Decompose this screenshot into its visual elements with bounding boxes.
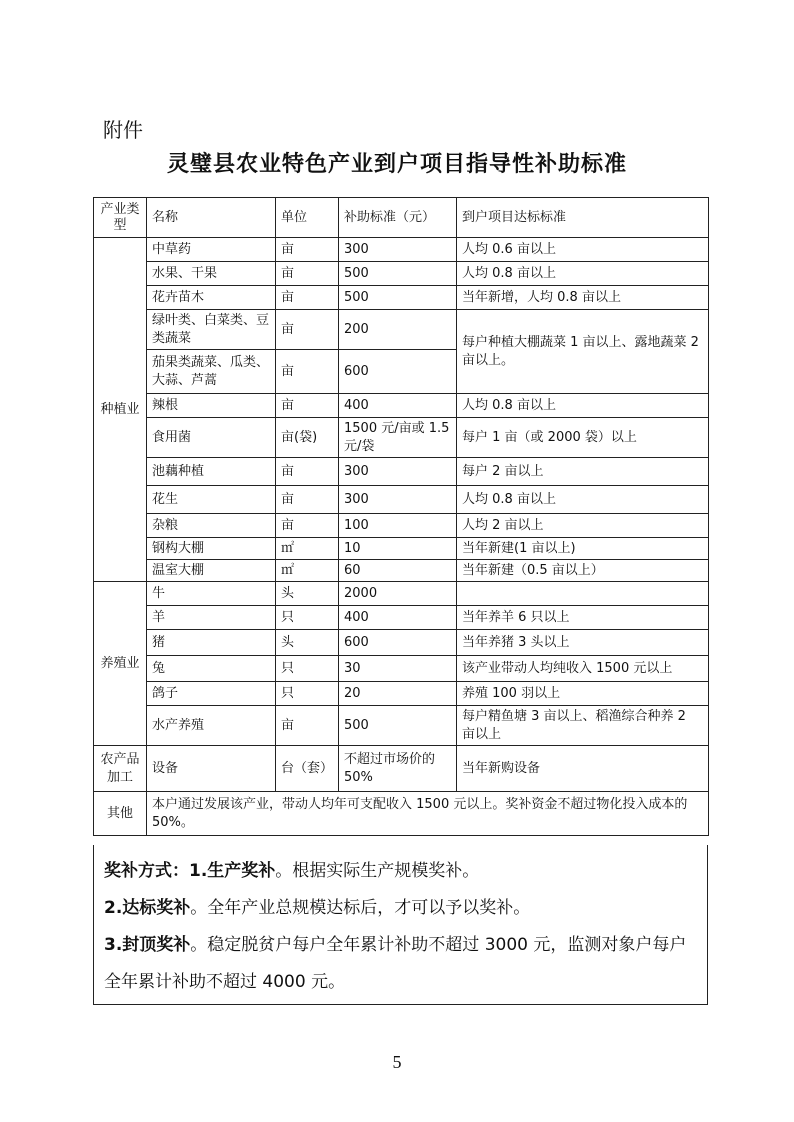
- item-unit: 只: [276, 606, 339, 630]
- table-row: [94, 538, 709, 560]
- item-standard: 当年养猪 3 头以上: [457, 630, 709, 656]
- subsidy-methods: [93, 845, 708, 1005]
- scheme-3-title: 3.封顶奖补: [104, 935, 191, 955]
- item-unit: 台（套）: [276, 746, 339, 792]
- item-name: 茄果类蔬菜、瓜类、大蒜、芦蒿: [147, 350, 276, 394]
- item-standard: 人均 0.6 亩以上: [457, 238, 709, 262]
- item-subsidy: 200: [339, 310, 457, 350]
- item-subsidy: 30: [339, 656, 457, 682]
- item-standard: 当年新建(1 亩以上): [457, 538, 709, 560]
- table-row: [94, 792, 709, 836]
- table-row: [94, 746, 709, 792]
- subsidy-table: [93, 197, 709, 836]
- table-row: [94, 682, 709, 706]
- item-unit: ㎡: [276, 538, 339, 560]
- scheme-line-3: [104, 927, 697, 1001]
- item-subsidy: 60: [339, 560, 457, 582]
- item-name: 钢构大棚: [147, 538, 276, 560]
- category-processing: 农产品加工: [94, 746, 147, 792]
- table-row: [94, 418, 709, 458]
- item-standard: 每户精鱼塘 3 亩以上、稻渔综合种养 2 亩以上: [457, 706, 709, 746]
- page-number: 5: [392, 1052, 402, 1072]
- item-name: 池藕种植: [147, 458, 276, 486]
- table-row: [94, 656, 709, 682]
- scheme-intro: 奖补方式：: [104, 861, 189, 881]
- item-subsidy: 400: [339, 394, 457, 418]
- table-row: [94, 394, 709, 418]
- item-name: 设备: [147, 746, 276, 792]
- item-name: 辣根: [147, 394, 276, 418]
- scheme-1-text: 。根据实际生产规模奖补。: [275, 861, 480, 881]
- item-name: 中草药: [147, 238, 276, 262]
- item-unit: 亩: [276, 238, 339, 262]
- scheme-2-text: 。全年产业总规模达标后，才可以予以奖补。: [190, 898, 531, 918]
- item-standard: 人均 0.8 亩以上: [457, 262, 709, 286]
- item-unit: 只: [276, 656, 339, 682]
- table-row: [94, 514, 709, 538]
- item-standard: 该产业带动人均纯收入 1500 元以上: [457, 656, 709, 682]
- item-standard: 当年新购设备: [457, 746, 709, 792]
- item-standard: 每户 1 亩（或 2000 袋）以上: [457, 418, 709, 458]
- item-unit: 亩: [276, 286, 339, 310]
- item-name: 温室大棚: [147, 560, 276, 582]
- document-title: 灵璧县农业特色产业到户项目指导性补助标准: [166, 152, 627, 177]
- item-standard: 人均 0.8 亩以上: [457, 394, 709, 418]
- item-name: 猪: [147, 630, 276, 656]
- item-name: 牛: [147, 582, 276, 606]
- item-unit: 亩: [276, 262, 339, 286]
- item-subsidy: 600: [339, 630, 457, 656]
- item-subsidy: 400: [339, 606, 457, 630]
- item-standard: [457, 582, 709, 606]
- header-standard: 到户项目达标标准: [457, 198, 709, 238]
- item-unit: 亩(袋): [276, 418, 339, 458]
- table-row: [94, 238, 709, 262]
- item-subsidy: 10: [339, 538, 457, 560]
- item-unit: ㎡: [276, 560, 339, 582]
- table-row: [94, 630, 709, 656]
- header-subsidy: 补助标准（元）: [339, 198, 457, 238]
- item-subsidy: 1500 元/亩或 1.5 元/袋: [339, 418, 457, 458]
- item-unit: 亩: [276, 486, 339, 514]
- item-name: 绿叶类、白菜类、豆类蔬菜: [147, 310, 276, 350]
- item-name: 花生: [147, 486, 276, 514]
- item-subsidy: 2000: [339, 582, 457, 606]
- item-subsidy: 20: [339, 682, 457, 706]
- item-name: 水果、干果: [147, 262, 276, 286]
- table-row: [94, 286, 709, 310]
- item-standard: 每户 2 亩以上: [457, 458, 709, 486]
- item-subsidy: 300: [339, 238, 457, 262]
- table-row: [94, 486, 709, 514]
- header-name: 名称: [147, 198, 276, 238]
- attachment-label: 附件: [103, 118, 143, 142]
- item-name: 兔: [147, 656, 276, 682]
- other-description: 本户通过发展该产业，带动人均年可支配收入 1500 元以上。奖补资金不超过物化投入成本的 50%。: [147, 792, 709, 836]
- table-row: [94, 458, 709, 486]
- scheme-line-1: [104, 853, 697, 890]
- item-subsidy: 300: [339, 458, 457, 486]
- item-name: 羊: [147, 606, 276, 630]
- table-row: [94, 706, 709, 746]
- item-unit: 头: [276, 630, 339, 656]
- item-unit: 亩: [276, 458, 339, 486]
- table-row: [94, 560, 709, 582]
- item-standard: 每户种植大棚蔬菜 1 亩以上、露地蔬菜 2 亩以上。: [457, 310, 709, 394]
- table-row: [94, 582, 709, 606]
- item-unit: 只: [276, 682, 339, 706]
- category-planting: 种植业: [94, 238, 147, 582]
- item-name: 食用菌: [147, 418, 276, 458]
- item-standard: 当年新建（0.5 亩以上）: [457, 560, 709, 582]
- item-subsidy: 100: [339, 514, 457, 538]
- item-unit: 亩: [276, 310, 339, 350]
- item-unit: 亩: [276, 394, 339, 418]
- item-standard: 养殖 100 羽以上: [457, 682, 709, 706]
- item-unit: 亩: [276, 706, 339, 746]
- table-row: [94, 310, 709, 350]
- item-name: 鸽子: [147, 682, 276, 706]
- scheme-line-2: [104, 890, 697, 927]
- scheme-1-title: 1.生产奖补: [189, 861, 276, 881]
- item-subsidy: 500: [339, 262, 457, 286]
- item-subsidy: 300: [339, 486, 457, 514]
- item-name: 花卉苗木: [147, 286, 276, 310]
- item-name: 杂粮: [147, 514, 276, 538]
- item-standard: 人均 0.8 亩以上: [457, 486, 709, 514]
- scheme-3-text: 。稳定脱贫户每户全年累计补助不超过 3000 元，监测对象户每户全年累计补助不超过 4000 元。: [104, 935, 687, 992]
- table-row: [94, 262, 709, 286]
- item-subsidy: 500: [339, 286, 457, 310]
- item-subsidy: 500: [339, 706, 457, 746]
- item-name: 水产养殖: [147, 706, 276, 746]
- item-unit: 头: [276, 582, 339, 606]
- category-breeding: 养殖业: [94, 582, 147, 746]
- item-unit: 亩: [276, 350, 339, 394]
- table-header-row: [94, 198, 709, 238]
- category-other: 其他: [94, 792, 147, 836]
- item-subsidy: 600: [339, 350, 457, 394]
- header-unit: 单位: [276, 198, 339, 238]
- item-unit: 亩: [276, 514, 339, 538]
- item-standard: 当年养羊 6 只以上: [457, 606, 709, 630]
- item-subsidy: 不超过市场价的 50%: [339, 746, 457, 792]
- item-standard: 当年新增，人均 0.8 亩以上: [457, 286, 709, 310]
- scheme-2-title: 2.达标奖补: [104, 898, 191, 918]
- table-row: [94, 606, 709, 630]
- header-category: 产业类型: [94, 198, 147, 238]
- item-standard: 人均 2 亩以上: [457, 514, 709, 538]
